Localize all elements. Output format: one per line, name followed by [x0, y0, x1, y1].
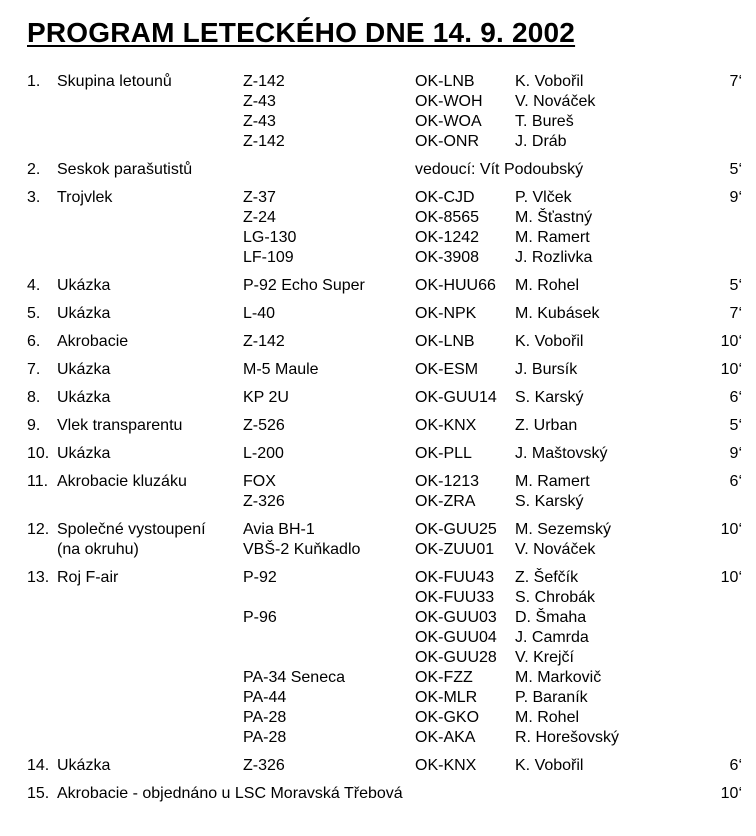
program-item — [27, 520, 742, 560]
aircraft-type: PA-28 — [243, 709, 287, 726]
pilot-name: M. Rohel — [515, 277, 580, 294]
registration-code: OK-FUU43 — [415, 569, 495, 586]
registration-code: OK-1242 — [415, 229, 480, 246]
registration-code: OK-GUU28 — [415, 649, 497, 666]
registration-code: OK-LNB — [415, 333, 475, 350]
aircraft-type: L-40 — [243, 305, 276, 322]
item-title-line: Ukázka — [57, 389, 111, 406]
item-duration: 6‘ — [729, 473, 742, 490]
item-title-line: Trojvlek — [57, 189, 113, 206]
registration-code: OK-MLR — [415, 689, 478, 706]
registration-code: OK-3908 — [415, 249, 480, 266]
aircraft-type — [243, 628, 415, 648]
item-number: 12. — [27, 521, 50, 538]
item-title-line: Akrobacie kluzáku — [57, 473, 187, 490]
registration-code: OK-FUU33 — [415, 589, 495, 606]
pilot-column — [515, 520, 702, 560]
pilot-column — [515, 444, 702, 464]
pilot-name: K. Vobořil — [515, 333, 584, 350]
pilot-name: P. Baraník — [515, 689, 588, 706]
aircraft-type: Z-24 — [243, 209, 276, 226]
item-duration: 5‘ — [729, 277, 742, 294]
aircraft-type: Z-142 — [243, 133, 285, 150]
program-item — [27, 188, 742, 268]
pilot-name: V. Krejčí — [515, 649, 574, 666]
item-number: 8. — [27, 389, 41, 406]
registration-code: OK-8565 — [415, 209, 480, 226]
program-item — [27, 276, 742, 296]
item-duration: 10‘ — [720, 521, 742, 538]
registration-code: OK-FZZ — [415, 669, 473, 686]
item-number: 7. — [27, 361, 41, 378]
program-item — [27, 304, 742, 324]
pilot-name: M. Rohel — [515, 709, 580, 726]
pilot-name: Z. Urban — [515, 417, 578, 434]
aircraft-column — [243, 472, 415, 512]
registration-column — [415, 756, 515, 776]
aircraft-column — [243, 756, 415, 776]
item-title-line: Společné vystoupení — [57, 521, 206, 538]
item-title-line: Ukázka — [57, 445, 111, 462]
aircraft-type: P-96 — [243, 609, 277, 626]
program-item — [27, 388, 742, 408]
pilot-name: D. Šmaha — [515, 609, 587, 626]
item-note: vedoucí: Vít Podoubský — [415, 161, 584, 178]
registration-column — [415, 472, 515, 512]
registration-code: OK-KNX — [415, 757, 477, 774]
item-title — [57, 444, 243, 464]
item-title-line: Ukázka — [57, 361, 111, 378]
pilot-column — [515, 568, 702, 748]
aircraft-type: P-92 — [243, 569, 277, 586]
pilot-column — [515, 472, 702, 512]
program-item — [27, 416, 742, 436]
program-item — [27, 784, 742, 804]
program-list — [27, 72, 742, 804]
registration-code: OK-GUU14 — [415, 389, 497, 406]
aircraft-column — [243, 304, 415, 324]
aircraft-column — [243, 520, 415, 560]
program-item — [27, 444, 742, 464]
item-duration: 9‘ — [729, 445, 742, 462]
pilot-name: T. Bureš — [515, 113, 574, 130]
item-title — [57, 304, 243, 324]
item-title-line: Ukázka — [57, 305, 111, 322]
aircraft-column — [243, 276, 415, 296]
registration-code: OK-ZUU01 — [415, 541, 495, 558]
item-title — [57, 568, 243, 588]
item-duration: 7‘ — [729, 305, 742, 322]
program-item — [27, 332, 742, 352]
item-number: 3. — [27, 189, 41, 206]
item-title-line: Seskok parašutistů — [57, 161, 193, 178]
pilot-name: V. Nováček — [515, 93, 596, 110]
registration-column — [415, 72, 515, 152]
item-number: 14. — [27, 757, 50, 774]
aircraft-type — [243, 648, 415, 668]
aircraft-type: LF-109 — [243, 249, 294, 266]
item-duration: 10‘ — [720, 569, 742, 586]
program-item — [27, 756, 742, 776]
registration-code: OK-WOH — [415, 93, 483, 110]
registration-code: OK-LNB — [415, 73, 475, 90]
item-number: 1. — [27, 73, 41, 90]
pilot-name: J. Camrda — [515, 629, 589, 646]
aircraft-column — [243, 72, 415, 152]
registration-column — [415, 568, 515, 748]
registration-column — [415, 360, 515, 380]
pilot-name: K. Vobořil — [515, 757, 584, 774]
item-duration: 10‘ — [720, 785, 742, 802]
pilot-name: K. Vobořil — [515, 73, 584, 90]
aircraft-type: VBŠ-2 Kuňkadlo — [243, 541, 361, 558]
aircraft-type: Z-43 — [243, 93, 276, 110]
item-number: 10. — [27, 445, 50, 462]
item-number: 5. — [27, 305, 41, 322]
item-title-line: Ukázka — [57, 757, 111, 774]
pilot-column — [515, 416, 702, 436]
item-title — [57, 188, 243, 208]
item-title — [57, 72, 243, 92]
item-number: 13. — [27, 569, 50, 586]
item-title — [57, 160, 243, 180]
item-title — [57, 472, 243, 492]
pilot-column — [515, 332, 702, 352]
item-number: 4. — [27, 277, 41, 294]
pilot-name: M. Šťastný — [515, 209, 593, 226]
pilot-name: M. Markovič — [515, 669, 602, 686]
pilot-name: M. Ramert — [515, 473, 590, 490]
item-number: 2. — [27, 161, 41, 178]
item-number: 15. — [27, 785, 50, 802]
item-duration: 10‘ — [720, 361, 742, 378]
aircraft-type: Z-526 — [243, 417, 285, 434]
aircraft-column — [243, 188, 415, 268]
registration-code: OK-PLL — [415, 445, 472, 462]
item-title-line: Roj F-air — [57, 569, 119, 586]
pilot-name: P. Vlček — [515, 189, 572, 206]
item-title — [57, 332, 243, 352]
registration-code: OK-ESM — [415, 361, 479, 378]
aircraft-column — [243, 416, 415, 436]
pilot-name: S. Karský — [515, 389, 584, 406]
pilot-name: R. Horešovský — [515, 729, 620, 746]
aircraft-type: M-5 Maule — [243, 361, 319, 378]
registration-code: OK-HUU66 — [415, 277, 496, 294]
registration-code: OK-GUU04 — [415, 629, 497, 646]
pilot-name: S. Karský — [515, 493, 584, 510]
pilot-name: V. Nováček — [515, 541, 596, 558]
item-title: Akrobacie - objednáno u LSC Moravská Třebová — [57, 785, 403, 802]
pilot-column — [515, 360, 702, 380]
aircraft-type: FOX — [243, 473, 276, 490]
registration-column — [415, 188, 515, 268]
aircraft-column — [243, 388, 415, 408]
item-number: 9. — [27, 417, 41, 434]
aircraft-column — [243, 444, 415, 464]
aircraft-column — [243, 332, 415, 352]
pilot-name: Z. Šefčík — [515, 569, 579, 586]
pilot-name: J. Rozlivka — [515, 249, 593, 266]
aircraft-type: PA-44 — [243, 689, 287, 706]
registration-column — [415, 520, 515, 560]
pilot-name: M. Kubásek — [515, 305, 600, 322]
registration-column — [415, 332, 515, 352]
item-duration: 6‘ — [729, 757, 742, 774]
pilot-name: J. Bursík — [515, 361, 578, 378]
item-duration: 10‘ — [720, 333, 742, 350]
registration-column — [415, 304, 515, 324]
item-title-line: Akrobacie — [57, 333, 129, 350]
registration-code: OK-ZRA — [415, 493, 476, 510]
registration-column — [415, 444, 515, 464]
item-title — [57, 416, 243, 436]
item-title-line: (na okruhu) — [57, 541, 139, 558]
pilot-column — [515, 388, 702, 408]
item-title-line: Ukázka — [57, 277, 111, 294]
item-title — [57, 388, 243, 408]
aircraft-column — [243, 568, 415, 748]
registration-code: OK-AKA — [415, 729, 476, 746]
program-item — [27, 360, 742, 380]
aircraft-type: L-200 — [243, 445, 284, 462]
pilot-name: M. Ramert — [515, 229, 590, 246]
aircraft-type: Z-43 — [243, 113, 276, 130]
aircraft-type: P-92 Echo Super — [243, 277, 365, 294]
pilot-name: J. Dráb — [515, 133, 567, 150]
registration-column — [415, 388, 515, 408]
pilot-column — [515, 756, 702, 776]
aircraft-type: PA-28 — [243, 729, 287, 746]
pilot-name: J. Maštovský — [515, 445, 608, 462]
pilot-column — [515, 276, 702, 296]
aircraft-type: PA-34 Seneca — [243, 669, 345, 686]
aircraft-type: Z-142 — [243, 333, 285, 350]
aircraft-type: Z-37 — [243, 189, 276, 206]
item-duration: 5‘ — [729, 417, 742, 434]
pilot-name: S. Chrobák — [515, 589, 596, 606]
aircraft-type — [243, 588, 415, 608]
item-title-line: Vlek transparentu — [57, 417, 183, 434]
item-duration: 9‘ — [729, 189, 742, 206]
aircraft-type: Z-326 — [243, 493, 285, 510]
pilot-column — [515, 304, 702, 324]
pilot-column — [515, 188, 702, 268]
item-duration: 5‘ — [729, 161, 742, 178]
aircraft-type: KP 2U — [243, 389, 289, 406]
pilot-name: M. Sezemský — [515, 521, 612, 538]
registration-code: OK-CJD — [415, 189, 475, 206]
aircraft-type: LG-130 — [243, 229, 297, 246]
aircraft-type: Avia BH-1 — [243, 521, 315, 538]
aircraft-type: Z-326 — [243, 757, 285, 774]
registration-code: OK-1213 — [415, 473, 480, 490]
registration-code: OK-GUU03 — [415, 609, 497, 626]
registration-code: OK-GUU25 — [415, 521, 497, 538]
item-title — [57, 756, 243, 776]
registration-code: OK-KNX — [415, 417, 477, 434]
item-duration: 7‘ — [729, 73, 742, 90]
registration-code: OK-ONR — [415, 133, 479, 150]
program-item — [27, 568, 742, 748]
item-title — [57, 360, 243, 380]
program-item — [27, 472, 742, 512]
registration-code: OK-WOA — [415, 113, 482, 130]
registration-code: OK-GKO — [415, 709, 480, 726]
page-title: PROGRAM LETECKÉHO DNE 14. 9. 2002 — [27, 17, 576, 48]
item-number: 11. — [27, 473, 49, 490]
item-title-line: Skupina letounů — [57, 73, 172, 90]
item-title — [57, 520, 243, 560]
registration-column — [415, 276, 515, 296]
item-duration: 6‘ — [729, 389, 742, 406]
registration-column — [415, 416, 515, 436]
aircraft-column — [243, 360, 415, 380]
registration-code: OK-NPK — [415, 305, 477, 322]
item-title — [57, 276, 243, 296]
program-item — [27, 160, 742, 180]
item-number: 6. — [27, 333, 41, 350]
pilot-column — [515, 72, 702, 152]
aircraft-type: Z-142 — [243, 73, 285, 90]
program-item — [27, 72, 742, 152]
